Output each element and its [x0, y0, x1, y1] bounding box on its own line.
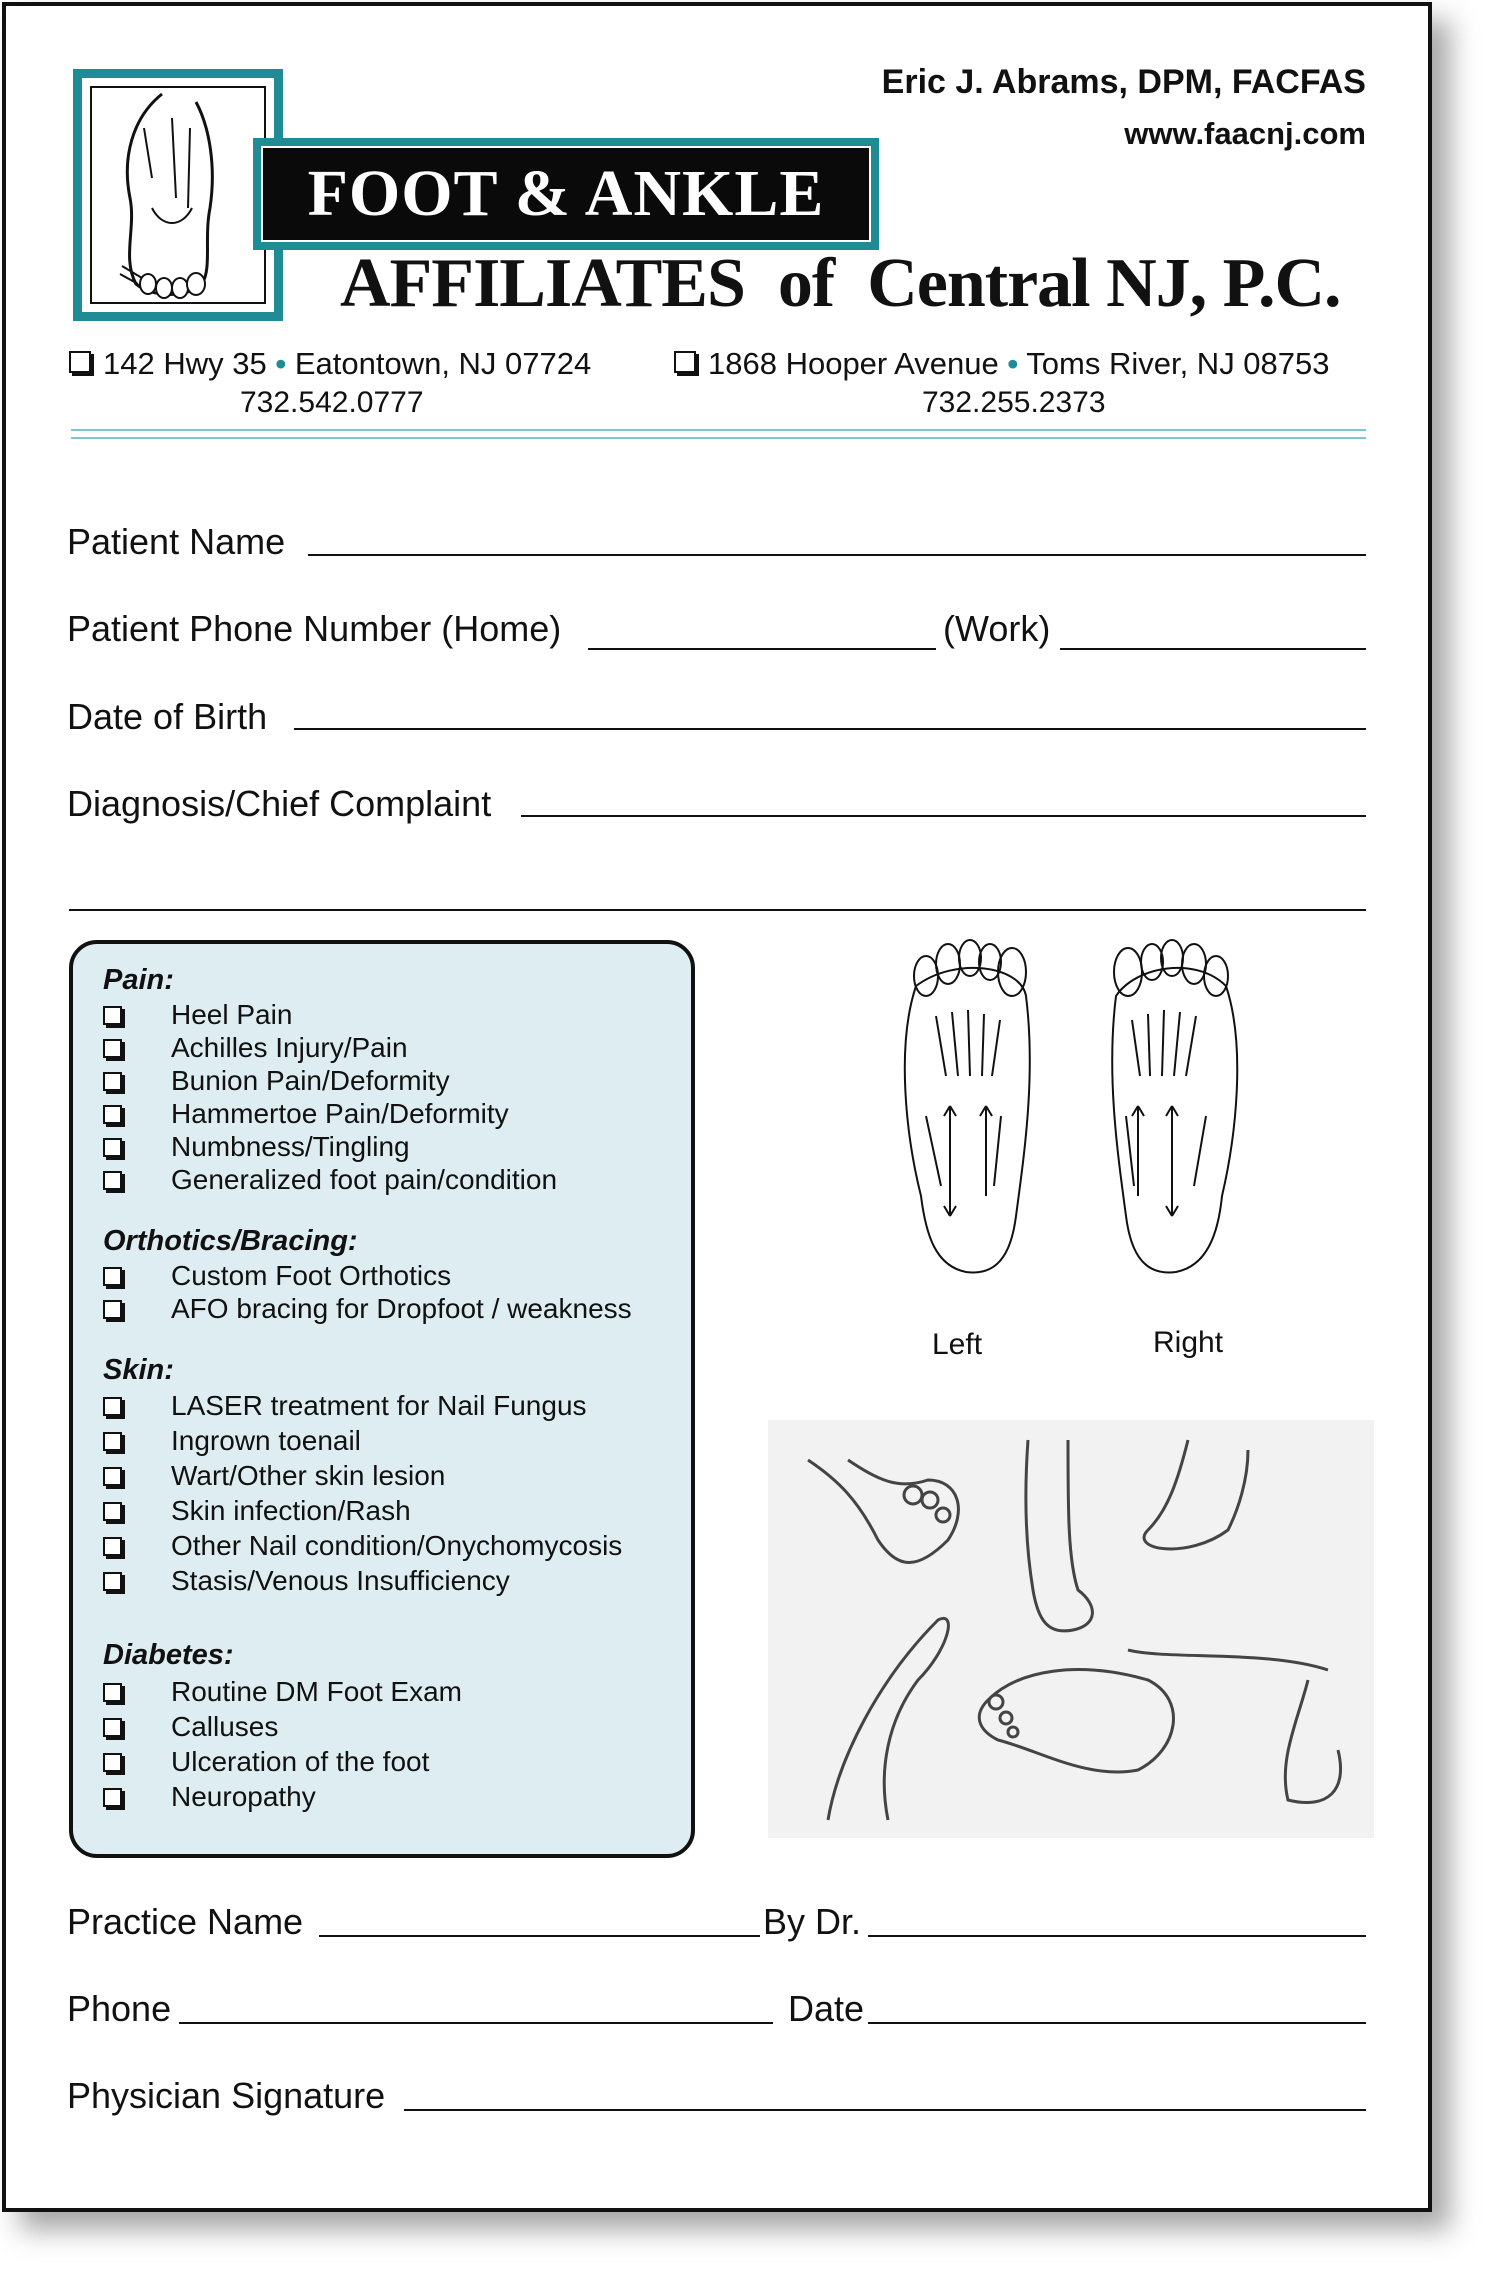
right-foot-label: Right — [1153, 1326, 1224, 1359]
logo-frame — [73, 69, 283, 321]
logo-inner-frame — [90, 86, 266, 304]
bullet-dot-icon: • — [1007, 346, 1019, 381]
check-nail-condition[interactable] — [103, 1530, 622, 1562]
checklist-item-label: Neuropathy — [171, 1781, 316, 1812]
patient-phone-home-label: Patient Phone Number (Home) — [67, 608, 562, 649]
patient-phone-home-field[interactable] — [588, 648, 936, 650]
checkbox[interactable] — [103, 1753, 122, 1772]
address-city: Eatontown, NJ 07724 — [294, 346, 592, 381]
checkbox[interactable] — [103, 1572, 122, 1591]
referral-form-sheet — [2, 2, 1432, 2212]
check-numbness[interactable] — [103, 1131, 410, 1163]
diagnosis-label: Diagnosis/Chief Complaint — [67, 783, 492, 824]
address-toms-river — [674, 346, 1330, 382]
checklist-item-label: Generalized foot pain/condition — [171, 1164, 558, 1195]
date-label: Date — [788, 1988, 865, 2029]
checkbox-eatontown[interactable] — [69, 351, 91, 373]
checkbox[interactable] — [103, 1537, 122, 1556]
checklist-item-label: LASER treatment for Nail Fungus — [171, 1390, 587, 1421]
checkbox[interactable] — [103, 1267, 122, 1286]
section-title-skin: Skin: — [103, 1354, 174, 1386]
checkbox[interactable] — [103, 1718, 122, 1737]
address-street: 1868 Hooper Avenue — [708, 346, 999, 381]
phone-toms-river: 732.255.2373 — [922, 386, 1106, 419]
check-generalized-pain[interactable] — [103, 1164, 557, 1196]
practice-name-field[interactable] — [319, 1935, 760, 1937]
checklist-item-label: AFO bracing for Dropfoot / weakness — [171, 1293, 632, 1324]
website-link[interactable]: www.faacnj.com — [1124, 116, 1366, 151]
phone-eatontown: 732.542.0777 — [240, 386, 424, 419]
section-title-pain: Pain: — [103, 964, 174, 996]
practice-name-label: Practice Name — [67, 1901, 304, 1942]
checkbox[interactable] — [103, 1788, 122, 1807]
checklist-item-label: Stasis/Venous Insufficiency — [171, 1565, 510, 1596]
physician-signature-label: Physician Signature — [67, 2075, 386, 2116]
check-heel-pain[interactable] — [103, 999, 292, 1031]
address-eatontown — [69, 346, 591, 382]
patient-name-field[interactable] — [308, 554, 1366, 556]
checklist-item-label: Wart/Other skin lesion — [171, 1460, 446, 1491]
brand-name: FOOT & ANKLE — [261, 146, 871, 242]
checklist-item-label: Bunion Pain/Deformity — [171, 1065, 450, 1096]
check-neuropathy[interactable] — [103, 1781, 316, 1813]
checkbox[interactable] — [103, 1171, 122, 1190]
patient-name-label: Patient Name — [67, 521, 286, 562]
checklist-item-label: Achilles Injury/Pain — [171, 1032, 408, 1063]
bullet-dot-icon: • — [275, 346, 287, 381]
section-title-diabetes: Diabetes: — [103, 1639, 234, 1671]
left-foot-outline-icon — [905, 940, 1030, 1273]
check-ulceration[interactable] — [103, 1746, 429, 1778]
checklist-item-label: Ingrown toenail — [171, 1425, 361, 1456]
plantar-foot-diagram — [886, 936, 1256, 1316]
check-wart[interactable] — [103, 1460, 445, 1492]
checklist-item-label: Heel Pain — [171, 999, 293, 1030]
left-foot-label: Left — [932, 1328, 983, 1361]
checklist-item-label: Skin infection/Rash — [171, 1495, 411, 1526]
referral-reason-checklist — [69, 940, 695, 1858]
checkbox[interactable] — [103, 1300, 122, 1319]
check-hammertoe[interactable] — [103, 1098, 509, 1130]
checklist-item-label: Routine DM Foot Exam — [171, 1676, 462, 1707]
checkbox-toms-river[interactable] — [674, 351, 696, 373]
checkbox[interactable] — [103, 1039, 122, 1058]
brand-banner — [253, 138, 879, 250]
checklist-item-label: Custom Foot Orthotics — [171, 1260, 452, 1291]
dob-field[interactable] — [294, 728, 1366, 730]
checkbox[interactable] — [103, 1432, 122, 1451]
dob-label: Date of Birth — [67, 696, 268, 737]
checklist-item-label: Calluses — [171, 1711, 279, 1742]
checkbox[interactable] — [103, 1467, 122, 1486]
physician-signature-field[interactable] — [404, 2109, 1366, 2111]
phone-label: Phone — [67, 1988, 172, 2029]
checkbox[interactable] — [103, 1006, 122, 1025]
checkbox[interactable] — [103, 1502, 122, 1521]
phone-field[interactable] — [179, 2022, 773, 2024]
diagnosis-field-continued[interactable] — [69, 909, 1366, 911]
date-field[interactable] — [868, 2022, 1366, 2024]
checkbox[interactable] — [103, 1072, 122, 1091]
by-dr-label: By Dr. — [763, 1901, 862, 1942]
checkbox[interactable] — [103, 1683, 122, 1702]
check-stasis[interactable] — [103, 1565, 510, 1597]
foot-sketch-illustration — [768, 1420, 1374, 1838]
foot-logo-icon — [92, 88, 264, 302]
checklist-item-label: Other Nail condition/Onychomycosis — [171, 1530, 623, 1561]
check-afo-bracing[interactable] — [103, 1293, 632, 1325]
right-foot-outline-icon — [1112, 940, 1237, 1273]
brand-subtitle: AFFILIATES of Central NJ, P.C. — [340, 245, 1341, 322]
patient-phone-work-label: (Work) — [943, 608, 1051, 649]
patient-phone-work-field[interactable] — [1060, 648, 1366, 650]
diagnosis-field[interactable] — [521, 815, 1366, 817]
check-laser-fungus[interactable] — [103, 1390, 587, 1422]
check-custom-orthotics[interactable] — [103, 1260, 451, 1292]
foot-sketch-icon — [768, 1420, 1374, 1838]
check-bunion[interactable] — [103, 1065, 450, 1097]
checklist-item-label: Hammertoe Pain/Deformity — [171, 1098, 509, 1129]
check-dm-exam[interactable] — [103, 1676, 462, 1708]
checkbox[interactable] — [103, 1105, 122, 1124]
checklist-item-label: Numbness/Tingling — [171, 1131, 410, 1162]
check-skin-infection[interactable] — [103, 1495, 411, 1527]
checkbox[interactable] — [103, 1397, 122, 1416]
check-achilles[interactable] — [103, 1032, 408, 1064]
doctor-name: Eric J. Abrams, DPM, FACFAS — [881, 63, 1366, 101]
checklist-item-label: Ulceration of the foot — [171, 1746, 430, 1777]
check-ingrown-toenail[interactable] — [103, 1425, 361, 1457]
checkbox[interactable] — [103, 1138, 122, 1157]
address-street: 142 Hwy 35 — [103, 346, 267, 381]
check-calluses[interactable] — [103, 1711, 278, 1743]
header-divider — [71, 429, 1366, 439]
address-city: Toms River, NJ 08753 — [1026, 346, 1330, 381]
section-title-orthotics: Orthotics/Bracing: — [103, 1225, 358, 1257]
by-dr-field[interactable] — [868, 1935, 1366, 1937]
